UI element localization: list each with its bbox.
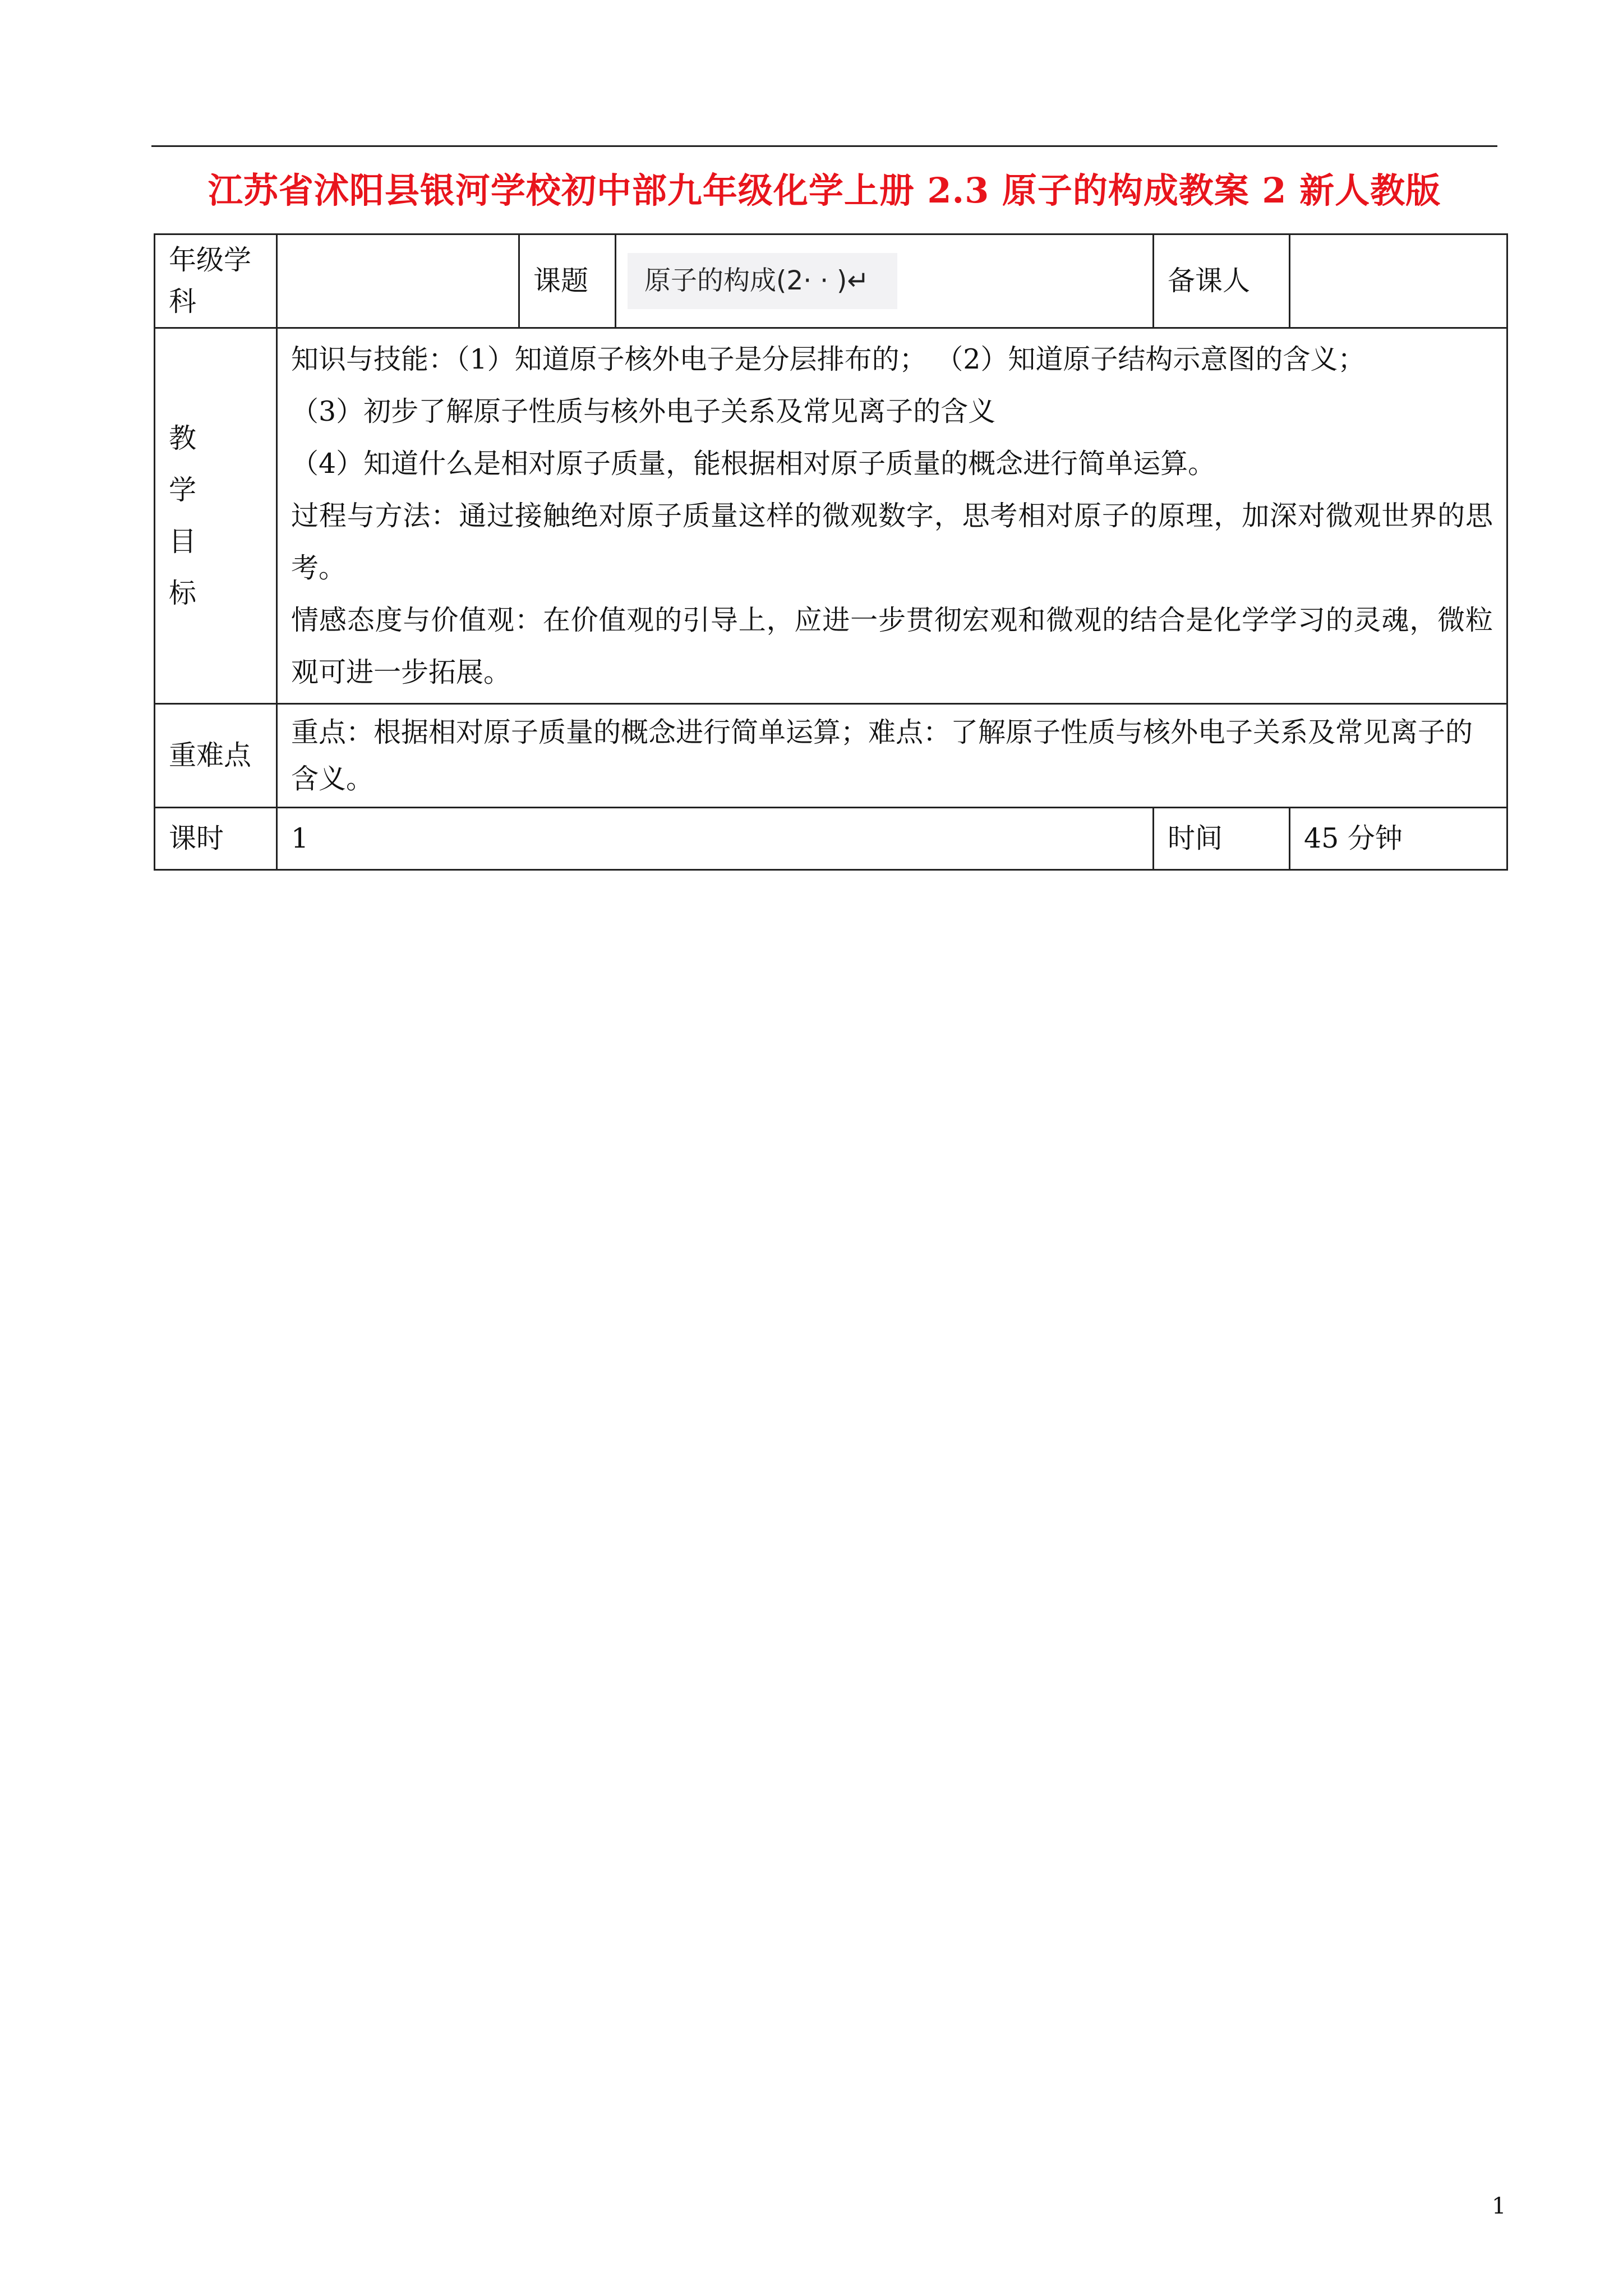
topic-value: 原子的构成(2· · )↵ (628, 253, 897, 309)
preparer-label: 备课人 (1154, 234, 1290, 328)
topic-label: 课题 (519, 234, 616, 328)
goals-label-char: 教 (169, 422, 197, 454)
document-title: 江苏省沭阳县银河学校初中部九年级化学上册 2.3 原子的构成教案 2 新人教版 (208, 170, 1441, 211)
key-points-label: 重难点 (155, 704, 277, 808)
grade-subject-label: 年级学科 (155, 234, 277, 328)
goals-label-char: 目 (169, 525, 197, 558)
goals-label-char: 标 (169, 577, 197, 609)
time-value: 45 分钟 (1290, 808, 1507, 870)
goal-item-4: （4）知道什么是相对原子质量，能根据相对原子质量的概念进行简单运算。 (291, 448, 1216, 480)
goal-process: 过程与方法：通过接触绝对原子质量这样的微观数字，思考相对原子的原理，加深对微观世界的思考。 (291, 500, 1493, 584)
goals-label-char: 学 (169, 473, 197, 506)
table-row (155, 704, 1507, 808)
goal-attitude: 情感态度与价值观：在价值观的引导上，应进一步贯彻宏观和微观的结合是化学学习的灵魂，微粒观可进一步拓展。 (291, 604, 1493, 688)
header-rule (151, 145, 1497, 147)
time-label: 时间 (1154, 808, 1290, 870)
preparer-value (1290, 234, 1507, 328)
lesson-plan-table (154, 233, 1508, 871)
grade-subject-value (277, 234, 519, 328)
topic-cell (616, 234, 1154, 328)
goals-label (155, 328, 277, 704)
goal-knowledge: 知识与技能：（1）知道原子核外电子是分层排布的； （2）知道原子结构示意图的含义； (291, 343, 1366, 375)
table-row (155, 234, 1507, 328)
page-number: 1 (1492, 2193, 1506, 2219)
goals-content (277, 328, 1507, 704)
hours-label: 课时 (155, 808, 277, 870)
goal-item-3: （3）初步了解原子性质与核外电子关系及常见离子的含义 (291, 395, 996, 427)
key-points-text: 重点：根据相对原子质量的概念进行简单运算；难点：了解原子性质与核外电子关系及常见离子的含义。 (277, 704, 1507, 808)
hours-value: 1 (277, 808, 1154, 870)
table-row (155, 328, 1507, 704)
table-row (155, 808, 1507, 870)
